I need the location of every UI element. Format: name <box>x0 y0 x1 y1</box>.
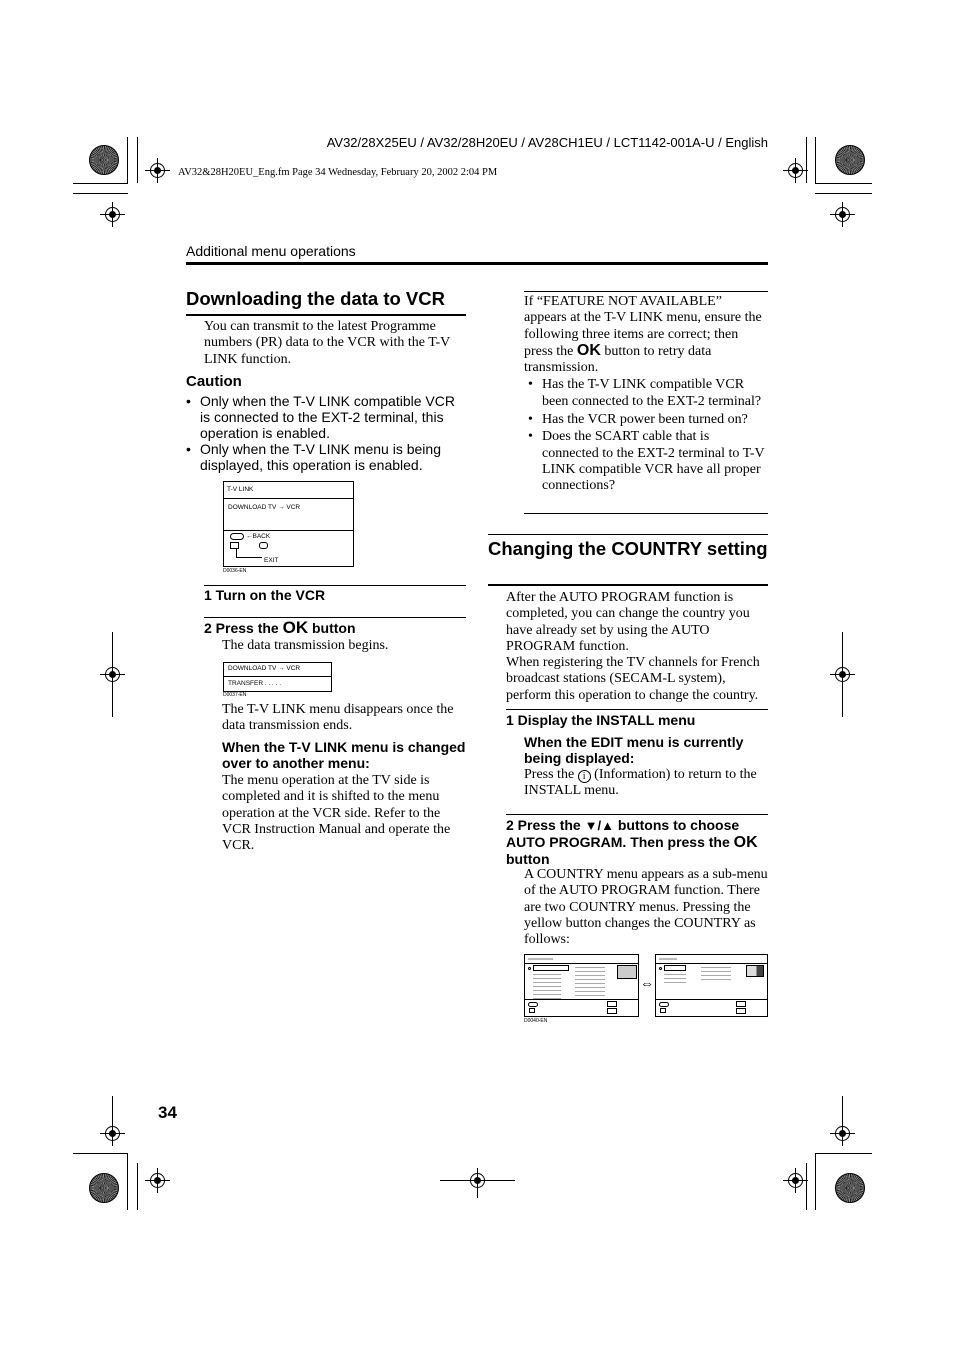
left-step-2: 2 Press the OK button <box>204 618 356 637</box>
right-step-1-text: Press the i (Information) to return to the INSTALL menu. <box>524 767 757 799</box>
info-icon: i <box>578 770 591 783</box>
right-intro-1: After the AUTO PROGRAM function is completed, you can change the country you have already set by using the AUTO PROGRAM function. <box>506 590 750 654</box>
country-menu-screen-2 <box>655 954 768 1017</box>
left-step-2-text: The data transmission begins. <box>222 638 389 653</box>
caution-item: • Only when the T-V LINK compatible VCR is connected to the EXT-2 terminal, this operation is enabled. <box>186 393 466 441</box>
diagram-code: D0040-EN <box>524 1018 548 1024</box>
ok-icon: OK <box>282 618 309 637</box>
ok-icon: OK <box>733 834 758 851</box>
osd-exit: EXIT <box>264 557 279 564</box>
right-step-2: 2 Press the ▼/▲ buttons to choose AUTO PROGRAM. Then press the OK button <box>506 817 758 867</box>
note-item: • Does the SCART cable that is connected to the EXT-2 terminal to T-V LINK compatible VCR have all proper connections? <box>528 429 768 494</box>
registration-dial-icon <box>89 1173 119 1203</box>
note-item: • Has the T-V LINK compatible VCR been connected to the EXT-2 terminal? <box>528 377 768 410</box>
osd-code: D0037-EN <box>223 692 247 698</box>
page-number: 34 <box>158 1103 177 1122</box>
section-label: Additional menu operations <box>186 243 356 259</box>
left-sub-heading: When the T-V LINK menu is changed over to another menu: <box>222 739 466 771</box>
tv-link-menu-screen <box>223 481 354 567</box>
registration-dial-icon <box>89 145 119 175</box>
note-item: • Has the VCR power been turned on? <box>528 412 768 428</box>
left-after-text: The T-V LINK menu disappears once the data transmission ends. <box>222 702 454 734</box>
registration-dial-icon <box>835 145 865 175</box>
right-intro-2: When registering the TV channels for French broadcast stations (SECAM-L system), perform this operation to change the country. <box>506 655 760 703</box>
note-box: If “FEATURE NOT AVAILABLE” appears at the T-V LINK menu, ensure the following three items are correct; then press the OK button to retry data transmission. • Has the T-V LINK compatible VCR been connected to the EXT-2 terminal? • Has the VCR power been turned on? • Does the SCART cable that is connected to the EXT-2 terminal to T-V LINK compatible VCR have all proper connections? <box>524 294 768 495</box>
osd-code: D0036-EN <box>223 568 247 574</box>
osd-title: T-V LINK <box>224 482 353 499</box>
osd-row: DOWNLOAD TV → VCR <box>224 663 331 677</box>
right-step-2-text: A COUNTRY menu appears as a sub-menu of the AUTO PROGRAM function. There are two COUNTRY menus. Pressing the yellow button changes the COUNTRY as follows: <box>524 867 768 948</box>
left-sub-text: The menu operation at the TV side is completed and it is shifted to the menu operation at the VCR side. Refer to the VCR Instruction Manual and operate the VCR. <box>222 773 451 854</box>
tv-button-icon <box>230 542 239 549</box>
header-rule <box>186 262 768 265</box>
swap-arrow-icon: ⇔ <box>640 975 654 991</box>
ok-button-icon <box>259 542 268 549</box>
caution-item: • Only when the T-V LINK menu is being displayed, this operation is enabled. <box>186 441 466 473</box>
model-header: AV32/28X25EU / AV32/28H20EU / AV28CH1EU / LCT1142-001A-U / English <box>326 135 768 150</box>
osd-row: DOWNLOAD TV → VCR <box>228 504 301 511</box>
left-step-1: 1 Turn on the VCR <box>204 587 326 603</box>
download-status-screen <box>223 662 332 692</box>
osd-row: TRANSFER . . . . . <box>228 680 282 687</box>
right-step-1: 1 Display the INSTALL menu <box>506 712 696 728</box>
country-menu-screen-1 <box>524 954 639 1017</box>
file-info: AV32&28H20EU_Eng.fm Page 34 Wednesday, February 20, 2002 2:04 PM <box>178 167 498 178</box>
down-up-arrows-icon: ▼/▲ <box>584 818 614 833</box>
remote-button-icon <box>230 533 244 540</box>
left-title: Downloading the data to VCR <box>186 288 445 309</box>
caution-title: Caution <box>186 373 242 390</box>
registration-dial-icon <box>835 1173 865 1203</box>
osd-back: ←BACK <box>246 533 271 540</box>
left-intro: You can transmit to the latest Programme numbers (PR) data to the VCR with the T-V LINK function. <box>204 319 451 367</box>
right-title: Changing the COUNTRY setting <box>488 538 768 559</box>
ok-icon: OK <box>576 341 601 359</box>
right-step-1-sub: When the EDIT menu is currently being displayed: <box>524 734 744 766</box>
caution-list <box>186 393 466 473</box>
